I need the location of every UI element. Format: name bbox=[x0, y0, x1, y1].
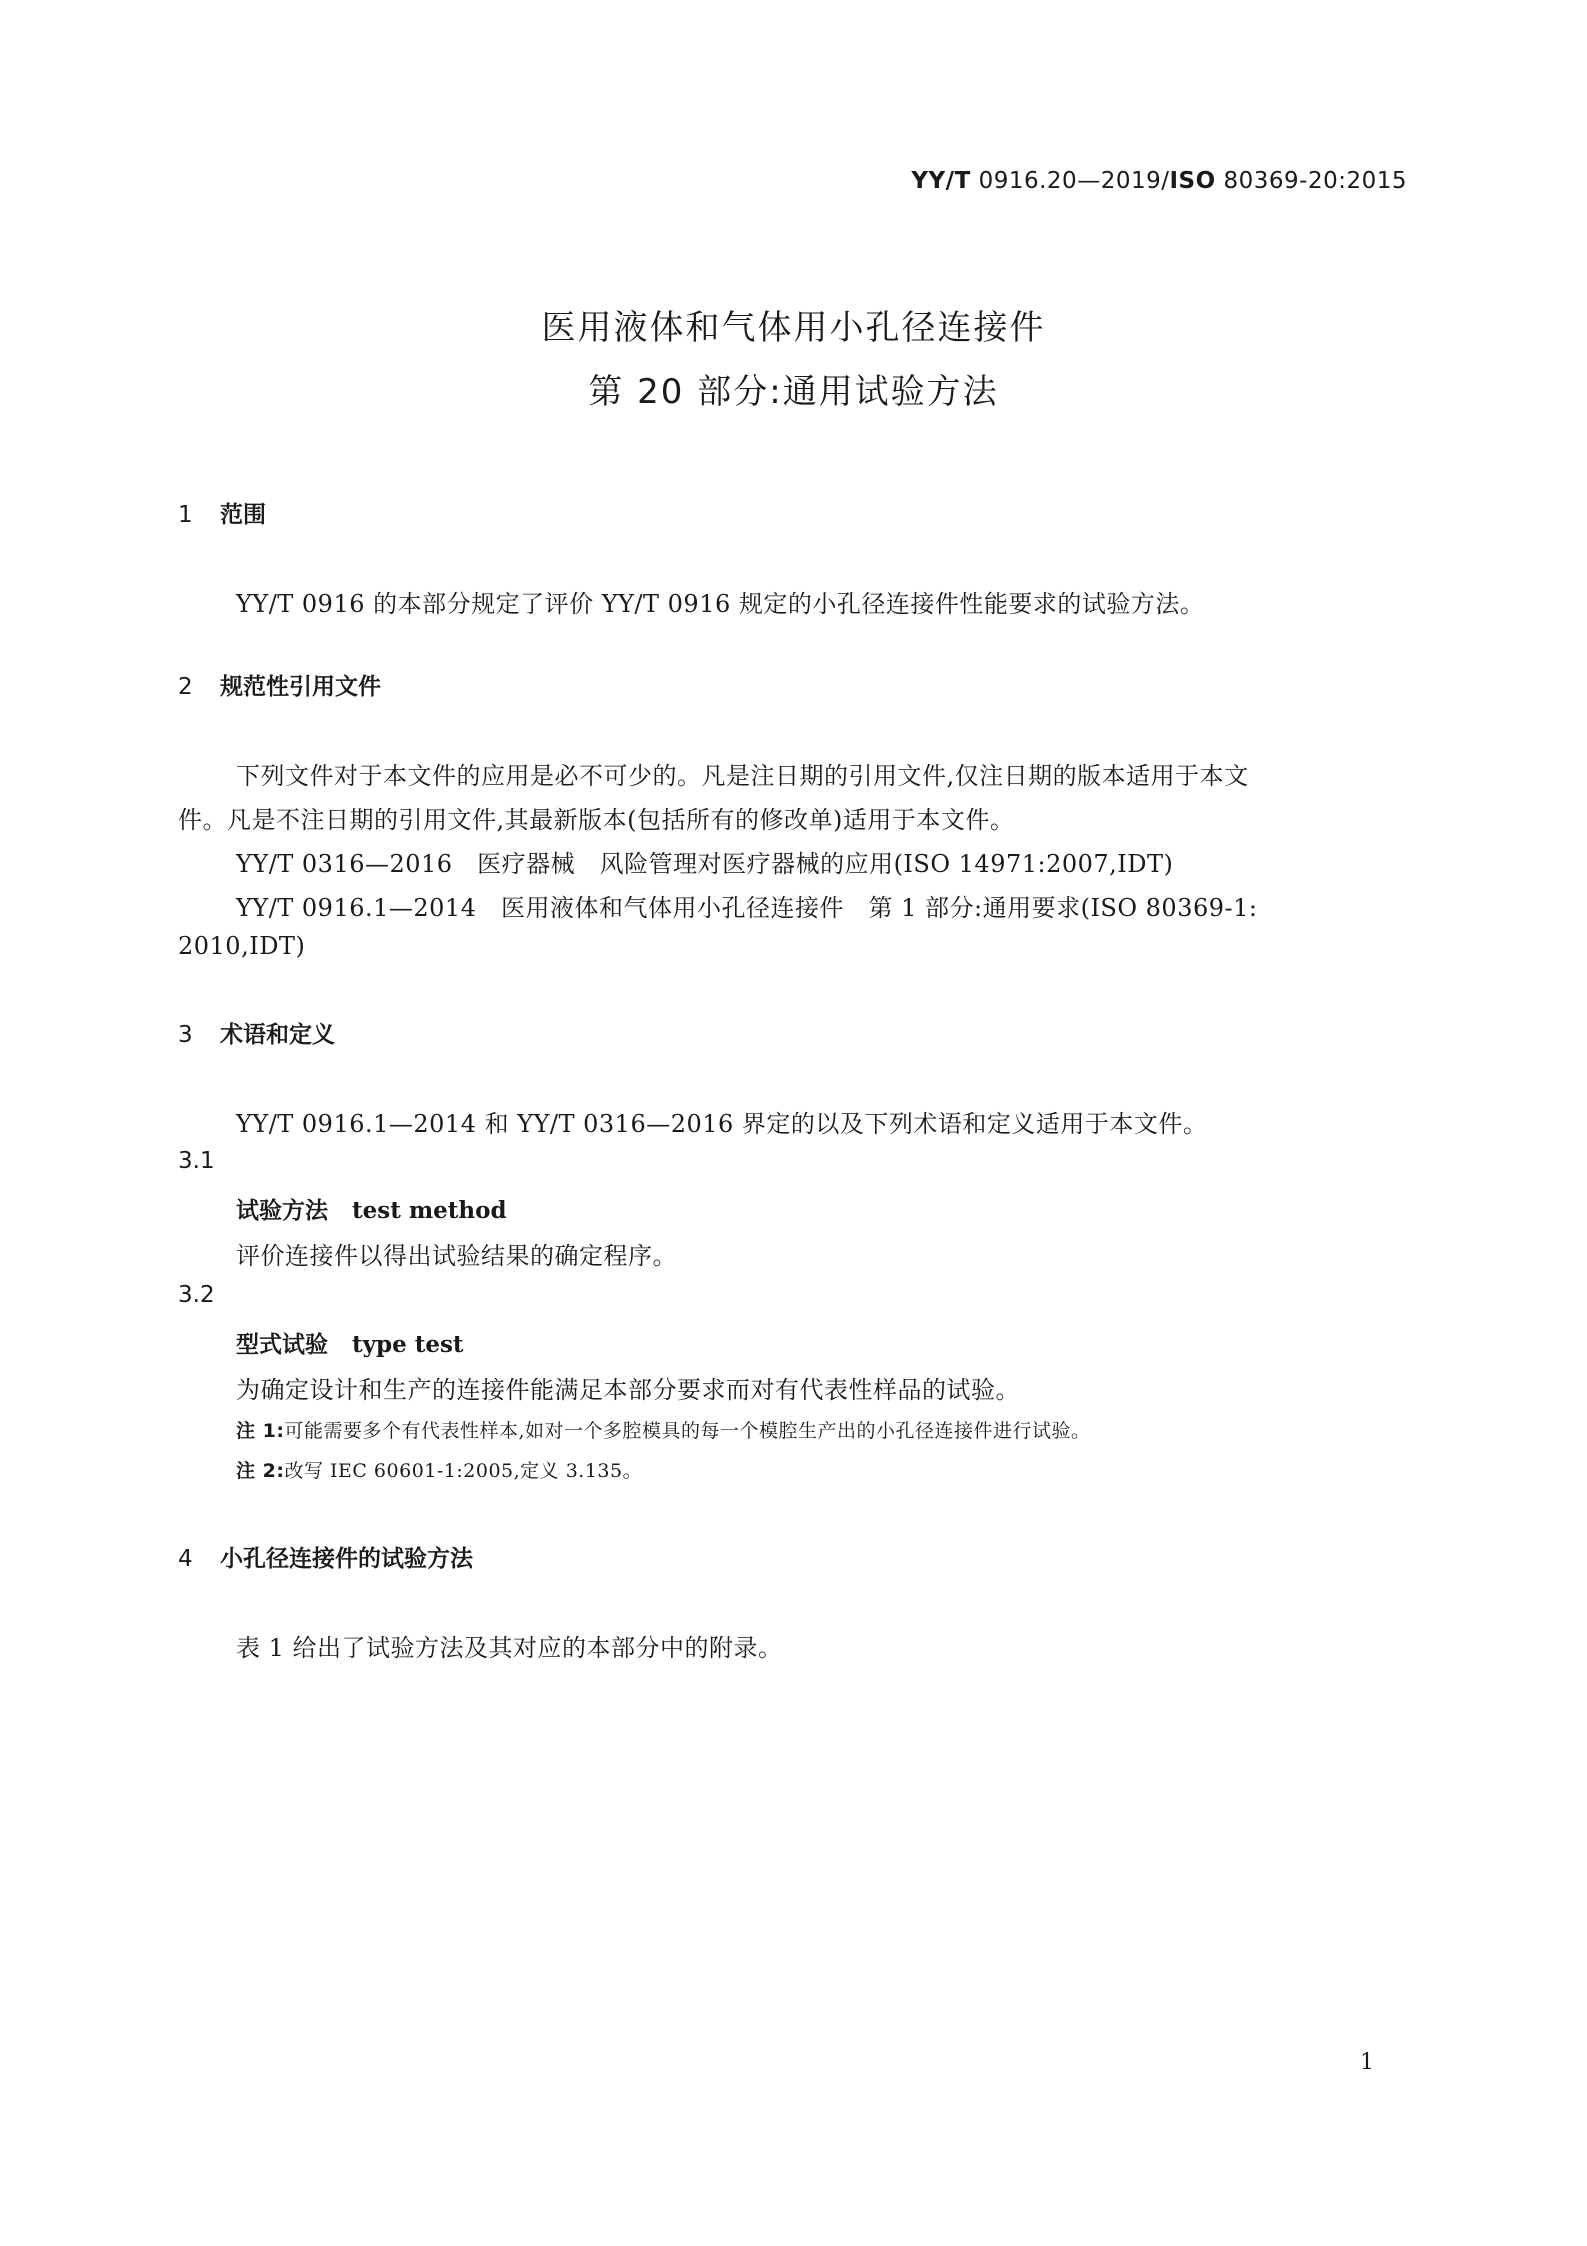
section-1-heading bbox=[178, 496, 266, 529]
term-heading bbox=[236, 1326, 464, 1359]
term-zh: 试验方法 bbox=[236, 1198, 328, 1224]
term-zh: 型式试验 bbox=[236, 1332, 328, 1358]
term-en: type test bbox=[352, 1331, 464, 1358]
section-2-heading bbox=[178, 668, 381, 701]
section-title: 小孔径连接件的试验方法 bbox=[220, 1546, 473, 1572]
document-title-line1: 医用液体和气体用小孔径连接件 bbox=[541, 308, 1046, 348]
note-text: 改写 IEC 60601-1:2005,定义 3.135。 bbox=[284, 1460, 643, 1482]
section-4-heading bbox=[178, 1540, 473, 1573]
reference-item: YY/T 0316—2016 医疗器械 风险管理对医疗器械的应用(ISO 14971:2007,IDT) bbox=[236, 850, 1174, 878]
section-title: 术语和定义 bbox=[220, 1022, 335, 1048]
note-2 bbox=[236, 1456, 642, 1483]
section-number: 3 bbox=[178, 1022, 193, 1048]
section-3-paragraph: YY/T 0916.1—2014 和 YY/T 0316—2016 界定的以及下列术语和定义适用于本文件。 bbox=[236, 1110, 1208, 1138]
term-definition: 为确定设计和生产的连接件能满足本部分要求而对有代表性样品的试验。 bbox=[236, 1376, 1020, 1404]
note-label: 注 1: bbox=[236, 1420, 285, 1442]
section-number: 4 bbox=[178, 1546, 193, 1572]
section-2-paragraph-line1: 下列文件对于本文件的应用是必不可少的。凡是注日期的引用文件,仅注日期的版本适用于本文 bbox=[236, 762, 1249, 790]
code-prefix: YY/T bbox=[911, 168, 971, 194]
code-iso: ISO bbox=[1169, 168, 1216, 194]
section-4-paragraph: 表 1 给出了试验方法及其对应的本部分中的附录。 bbox=[236, 1634, 783, 1662]
section-3-heading bbox=[178, 1016, 335, 1049]
note-1 bbox=[236, 1416, 1090, 1443]
page-number: 1 bbox=[1360, 2050, 1374, 2075]
section-1-paragraph: YY/T 0916 的本部分规定了评价 YY/T 0916 规定的小孔径连接件性能要求的试验方法。 bbox=[236, 590, 1205, 618]
term-number: 3.2 bbox=[178, 1282, 215, 1308]
section-title: 规范性引用文件 bbox=[220, 674, 381, 700]
reference-item: YY/T 0916.1—2014 医用液体和气体用小孔径连接件 第 1 部分:通用要求(ISO 80369-1: bbox=[236, 894, 1258, 922]
section-number: 2 bbox=[178, 674, 193, 700]
term-heading bbox=[236, 1192, 507, 1225]
document-title-line2: 第 20 部分:通用试验方法 bbox=[588, 372, 999, 412]
note-text: 可能需要多个有代表性样本,如对一个多腔模具的每一个模腔生产出的小孔径连接件进行试验。 bbox=[284, 1420, 1091, 1442]
note-label: 注 2: bbox=[236, 1460, 285, 1482]
term-en: test method bbox=[352, 1197, 507, 1224]
reference-item-continuation: 2010,IDT) bbox=[178, 932, 306, 960]
section-title: 范围 bbox=[220, 502, 266, 528]
section-2-paragraph-line2: 件。凡是不注日期的引用文件,其最新版本(包括所有的修改单)适用于本文件。 bbox=[178, 806, 1015, 834]
code-suffix: 80369-20:2015 bbox=[1215, 168, 1407, 194]
term-definition: 评价连接件以得出试验结果的确定程序。 bbox=[236, 1242, 677, 1270]
standard-code bbox=[911, 168, 1407, 194]
term-number: 3.1 bbox=[178, 1148, 215, 1174]
code-mid: 0916.20—2019/ bbox=[970, 168, 1170, 194]
section-number: 1 bbox=[178, 502, 193, 528]
